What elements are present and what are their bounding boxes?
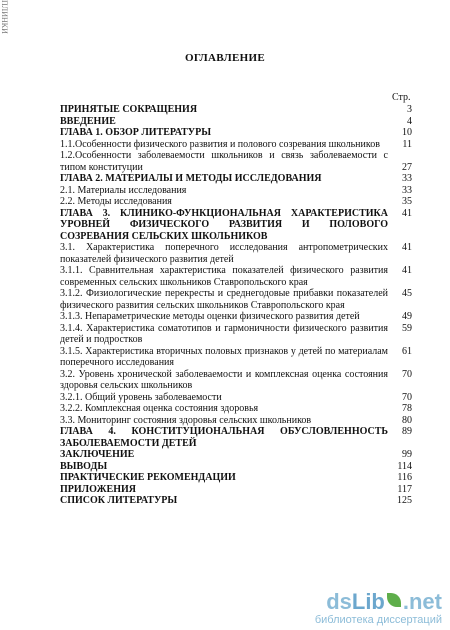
toc-entry-text: 3.1.2. Физиологические перекресты и среднегодовые прибавки показателей физического развития сельских школьников Ставропольского края (60, 288, 388, 311)
toc-entry-text: ЗАКЛЮЧЕНИЕ (60, 449, 135, 460)
toc-entry (60, 403, 412, 415)
toc-entry (60, 323, 412, 346)
toc-entry-text: ГЛАВА 3. КЛИНИКО-ФУНКЦИОНАЛЬНАЯ ХАРАКТЕРИСТИКА УРОВНЕЙ ФИЗИЧЕСКОГО РАЗВИТИЯ И ПОЛОВОГО СОЗРЕВАНИЯ СЕЛЬСКИХ ШКОЛЬНИКОВ (60, 207, 388, 242)
toc-entry-page: 41 (402, 242, 412, 253)
watermark (315, 590, 442, 626)
toc-entry-page: 4 (407, 115, 412, 127)
toc-entry (60, 288, 412, 311)
table-of-contents (60, 104, 412, 507)
corner-mark: ПЛИНКИ (0, 0, 9, 34)
toc-entry-text: 3.2.2. Комплексная оценка состояния здоровья (60, 403, 259, 414)
leaf-icon (387, 593, 401, 607)
toc-entry-page: 3 (407, 104, 412, 115)
toc-entry-text: СПИСОК ЛИТЕРАТУРЫ (60, 495, 178, 506)
watermark-subtitle: библиотека диссертаций (314, 614, 442, 626)
toc-entry-text: 3.2.1. Общий уровень заболеваемости (60, 391, 222, 403)
toc-entry (60, 127, 412, 139)
toc-entry (60, 346, 412, 369)
toc-entry-text: ПРИЛОЖЕНИЯ (60, 483, 136, 495)
watermark-logo-lib: Lib (351, 589, 385, 614)
toc-entry-page: 49 (402, 311, 412, 322)
toc-entry-page: 33 (402, 184, 412, 196)
toc-entry-text: ПРИНЯТЫЕ СОКРАЩЕНИЯ (60, 104, 198, 115)
toc-entry-text: ГЛАВА 2. МАТЕРИАЛЫ И МЕТОДЫ ИССЛЕДОВАНИЯ (60, 173, 322, 184)
toc-entry-text: ГЛАВА 4. КОНСТИТУЦИОНАЛЬНАЯ ОБУСЛОВЛЕННОСТЬ ЗАБОЛЕВАЕМОСТИ ДЕТЕЙ (60, 426, 388, 449)
toc-entry-text: 3.1.4. Характеристика соматотипов и гармоничности физического развития детей и подростков (60, 322, 388, 345)
toc-entry (60, 311, 412, 323)
page-column-header: Стр. (392, 92, 411, 103)
toc-entry-page: 116 (397, 472, 412, 483)
toc-entry-text: 3.1.1. Сравнительная характеристика показателей физического развития современных сельских школьников Ставропольского края (60, 265, 388, 288)
toc-entry (60, 116, 412, 128)
toc-entry (60, 472, 412, 484)
toc-entry (60, 208, 412, 243)
toc-entry-text: Особенности физического развития и полового созревания школьников (75, 138, 380, 150)
toc-entry-text: Особенности заболеваемости школьников и связь заболеваемости с типом конституции (60, 150, 388, 173)
toc-entry (60, 196, 412, 208)
toc-entry-text: ГЛАВА 1. ОБЗОР ЛИТЕРАТУРЫ (60, 127, 212, 138)
toc-entry-page: 27 (402, 161, 412, 173)
toc-entry (60, 426, 412, 449)
toc-entry (60, 185, 412, 197)
toc-entry-text: 2.2. Методы исследования (60, 196, 172, 207)
toc-entry-text: 3.1.5. Характеристика вторичных половых признаков у детей по материалам поперечного исследования (60, 345, 388, 368)
toc-entry-page: 41 (402, 265, 412, 276)
toc-entry-page: 41 (402, 207, 412, 219)
toc-entry (60, 139, 412, 151)
watermark-logo (315, 590, 442, 614)
toc-entry-number: 1.1. (60, 138, 75, 150)
toc-entry-page: 117 (397, 483, 412, 495)
toc-entry (60, 392, 412, 404)
toc-entry-text: 3.2. Уровень хронической заболеваемости и комплексная оценка состояния здоровья сельских школьников (60, 368, 388, 391)
toc-entry (60, 104, 412, 116)
toc-entry (60, 449, 412, 461)
toc-entry (60, 461, 412, 473)
toc-entry-page: 99 (402, 449, 412, 460)
toc-entry-page: 59 (402, 322, 412, 334)
toc-entry-text: 3.1.3. Непараметрические методы оценки физического развития детей (60, 311, 360, 322)
toc-entry-text: 3.1. Характеристика поперечного исследования антропометрических показателей физического развития детей (60, 242, 388, 265)
toc-entry-page: 61 (402, 345, 412, 357)
watermark-logo-net: .net (402, 589, 442, 614)
toc-entry-page: 80 (402, 414, 412, 426)
toc-entry (60, 150, 412, 173)
toc-entry (60, 484, 412, 496)
toc-entry-text: ВВЕДЕНИЕ (60, 115, 116, 127)
toc-entry-page: 70 (402, 368, 412, 380)
toc-entry-number: 1.2. (60, 150, 75, 161)
watermark-logo-ds: ds (326, 589, 352, 614)
toc-entry-text: 3.3. Мониторинг состояния здоровья сельских школьников (60, 414, 312, 426)
toc-entry-text: 2.1. Материалы исследования (60, 184, 187, 196)
toc-entry-page: 78 (402, 403, 412, 414)
toc-entry-page: 35 (402, 196, 412, 207)
toc-entry (60, 415, 412, 427)
toc-entry-text: ПРАКТИЧЕСКИЕ РЕКОМЕНДАЦИИ (60, 472, 236, 483)
toc-entry-page: 45 (402, 288, 412, 299)
toc-entry-page: 114 (397, 460, 412, 472)
toc-entry (60, 242, 412, 265)
toc-entry-page: 33 (402, 173, 412, 184)
toc-entry (60, 369, 412, 392)
toc-entry (60, 495, 412, 507)
toc-entry-page: 10 (402, 127, 412, 138)
toc-title: ОГЛАВЛЕНИЕ (185, 52, 265, 64)
toc-entry-page: 70 (402, 391, 412, 403)
toc-entry-text: ВЫВОДЫ (60, 460, 108, 472)
toc-entry (60, 173, 412, 185)
toc-entry (60, 265, 412, 288)
toc-entry-page: 89 (402, 426, 412, 437)
toc-entry-page: 125 (397, 495, 412, 506)
toc-entry-page: 11 (402, 138, 412, 150)
